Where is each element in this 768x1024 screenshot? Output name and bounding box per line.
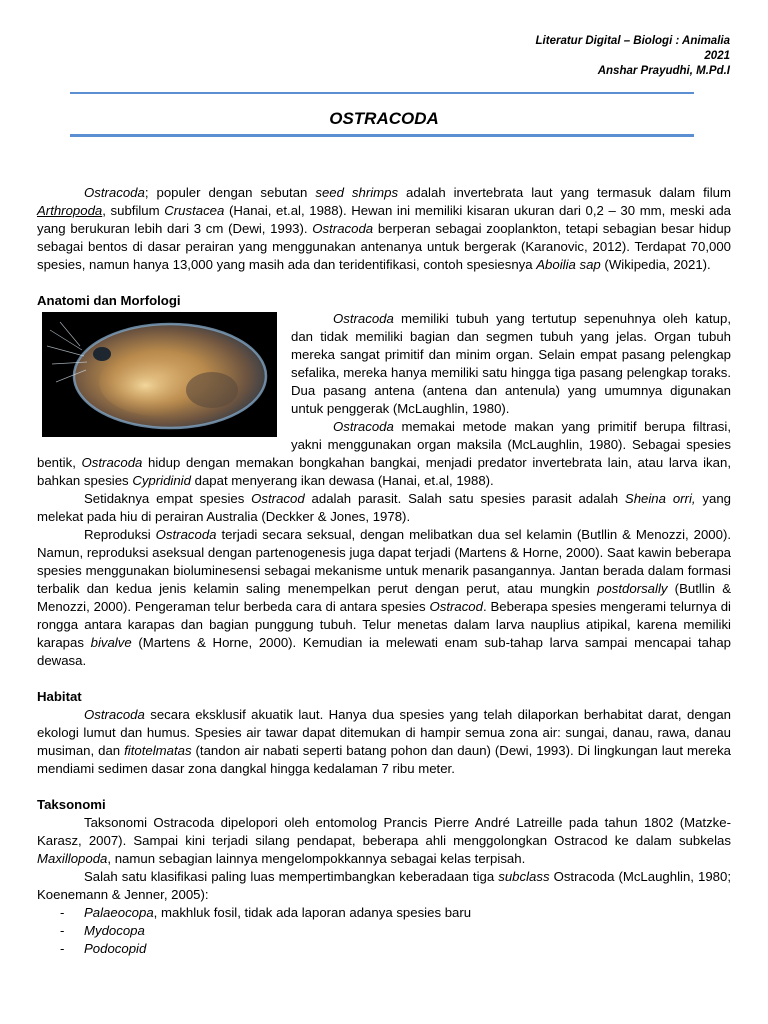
article-body: [37, 184, 731, 958]
anatomi-paragraph-3: Setidaknya empat spesies Ostracod adalah parasit. Salah satu spesies parasit adalah Sheina orri, yang melekat pada hiu di perairan Australia (Deckker & Jones, 1978).: [37, 491, 731, 524]
document-header: [536, 34, 730, 79]
header-series: Literatur Digital – Biologi : Animalia: [535, 35, 730, 47]
title-rule-bottom: [70, 134, 694, 137]
section-heading-anatomi: Anatomi dan Morfologi: [37, 293, 181, 308]
section-heading-habitat: Habitat: [37, 689, 82, 704]
habitat-paragraph: Ostracoda secara eksklusif akuatik laut. Hanya dua spesies yang telah dilaporkan berhabitat darat, dengan ekologi lumut dan humus. Spesies air tawar dapat ditemukan di hampir semua zona air: sungai, danau, rawa, danau musiman, dan fitotelmatas (tandon air nabati seperti batang pohon dan daun) (Dewi, 1993). Di lingkungan laut mereka mendiami sedimen dasar zona dangkal hingga kedalaman 7 ribu meter.: [37, 707, 731, 776]
ostracod-photo: [42, 312, 277, 437]
page-title: OSTRACODA: [329, 109, 439, 128]
list-item: - Mydocopa: [37, 922, 731, 940]
taksonomi-paragraph-1: Taksonomi Ostracoda dipelopori oleh entomolog Prancis Pierre André Latreille pada tahun 1802 (Matzke-Karasz, 2007). Sampai kini terjadi silang pendapat, beberapa ahli menggolongkan Ostracod ke dalam subkelas Maxillopoda, namun sebagian lainnya mengelompokkannya sebagai kelas terpisah.: [37, 815, 731, 866]
list-item: - Palaeocopa, makhluk fosil, tidak ada laporan adanya spesies baru: [37, 904, 731, 922]
header-author: Anshar Prayudhi, M.Pd.I: [597, 65, 730, 77]
title-rule-top: [70, 92, 694, 94]
anatomi-paragraph-1: Ostracoda memiliki tubuh yang tertutup sepenuhnya oleh katup, dan tidak memiliki bagian dan segmen tubuh yang jelas. Organ tubuh mereka sangat primitif dan minim organ. Selain empat pasang pelengkap sefalika, mereka hanya memiliki satu hingga tiga pasang pelengkap toraks. Dua pasang antena (antena dan antenula) yang umumnya digunakan untuk penggerak (McLaughlin, 1980).: [291, 311, 731, 416]
anatomi-paragraph-2: Ostracoda memakai metode makan yang primitif berupa filtrasi, yakni menggunakan organ maksila (McLaughlin, 1980). Sebagai spesies bentik, Ostracoda hidup dengan memakan bongkahan bangkai, menjadi predator invertebrata lain, atau larva ikan, bahkan spesies Cypridinid dapat menyerang ikan dewasa (Hanai, et.al, 1988).: [37, 419, 731, 488]
list-item: - Podocopid: [37, 940, 731, 958]
subclass-list: [37, 904, 731, 958]
taksonomi-paragraph-2: Salah satu klasifikasi paling luas mempertimbangkan keberadaan tiga subclass Ostracoda (McLaughlin, 1980; Koenemann & Jenner, 2005):: [37, 869, 731, 902]
anatomi-paragraph-4: Reproduksi Ostracoda terjadi secara seksual, dengan melibatkan dua sel kelamin (Butllin & Menozzi, 2000). Namun, reproduksi aseksual dengan partenogenesis juga dapat terjadi (Martens & Horne, 2000). Saat kawin beberapa spesies menggunakan bioluminesensi sebagai mekanisme untuk menarik pasangannya. Jantan berada dalam formasi terbalik dan kedua jenis kelamin saling menempelkan perut dengan perut, atau mungkin postdorsally (Butllin & Menozzi, 2000). Pengeraman telur berbeda cara di antara spesies Ostracod. Beberapa spesies mengerami telurnya di rongga antara karapas dan bagian punggung tubuh. Telur menetas dalam larva nauplius atipikal, karena memiliki karapas bivalve (Martens & Horne, 2000). Kemudian ia melewati enam sub-tahap larva sampai mencapai tahap dewasa.: [37, 527, 731, 668]
section-heading-taksonomi: Taksonomi: [37, 797, 106, 812]
intro-paragraph: Ostracoda; populer dengan sebutan seed shrimps adalah invertebrata laut yang termasuk dalam filum Arthropoda, subfilum Crustacea (Hanai, et.al, 1988). Hewan ini memiliki kisaran ukuran dari 0,2 – 30 mm, meski ada yang berukuran lebih dari 3 cm (Dewi, 1993). Ostracoda berperan sebagai zooplankton, tetapi sebagian besar hidup sebagai bentos di dasar perairan yang menggunakan antenanya untuk bergerak (Karanovic, 2012). Terdapat 70,000 spesies, namun hanya 13,000 yang masih ada dan teridentifikasi, contoh spesiesnya Aboilia sap (Wikipedia, 2021).: [37, 185, 731, 272]
header-year: 2021: [704, 50, 730, 62]
